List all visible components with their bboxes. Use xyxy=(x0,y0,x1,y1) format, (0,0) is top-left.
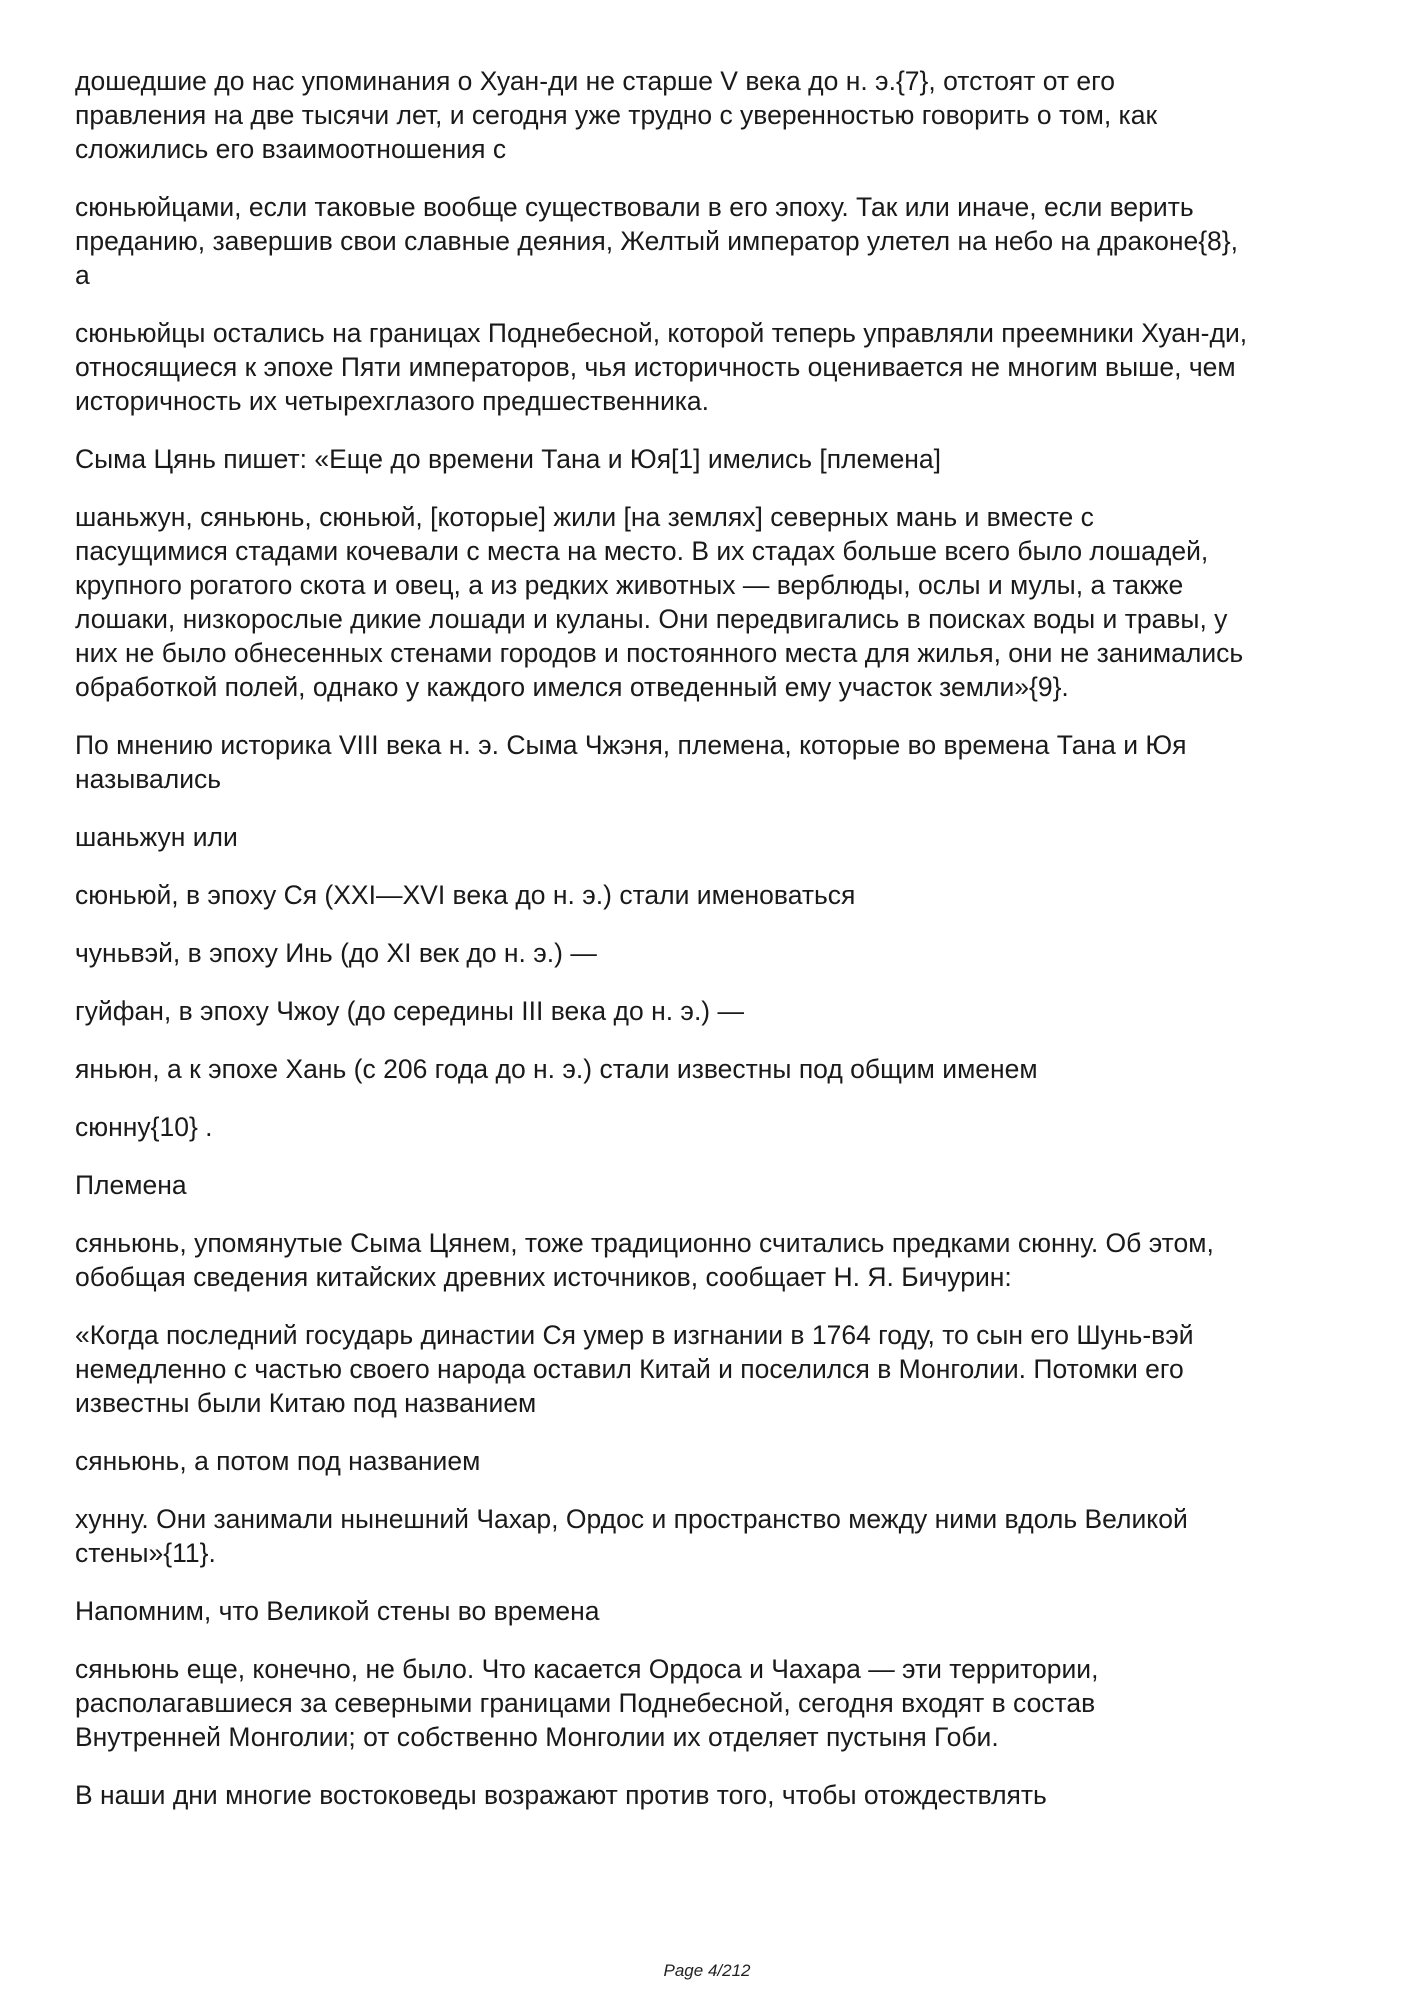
text-line: правления на две тысячи лет, и сегодня уже трудно с уверенностью говорить о том, как xyxy=(75,100,1158,130)
text-line: «Когда последний государь династии Ся умер в изгнании в 1764 году, то сын его Шунь-вэй xyxy=(75,1320,1194,1350)
text-line: сюньюй, в эпоху Ся (XXI—XVI века до н. э.) стали именоваться xyxy=(75,880,856,910)
text-line: них не было обнесенных стенами городов и постоянного места для жилья, они не занимались xyxy=(75,638,1244,668)
paragraph xyxy=(75,316,1345,418)
text-line: располагавшиеся за северными границами Поднебесной, сегодня входят в состав xyxy=(75,1688,1096,1718)
paragraph xyxy=(75,1226,1345,1294)
text-line: чуньвэй, в эпоху Инь (до XI век до н. э.) — xyxy=(75,938,597,968)
text-line: крупного рогатого скота и овец, а из редких животных — верблюды, ослы и мулы, а также xyxy=(75,570,1184,600)
paragraph xyxy=(75,820,1345,854)
paragraph xyxy=(75,1110,1345,1144)
paragraph xyxy=(75,994,1345,1028)
text-line: обобщая сведения китайских древних источников, сообщает Н. Я. Бичурин: xyxy=(75,1262,1012,1292)
paragraph xyxy=(75,1168,1345,1202)
text-line: Напомним, что Великой стены во времена xyxy=(75,1596,600,1626)
text-line: относящиеся к эпохе Пяти императоров, чья историчность оценивается не многим выше, чем xyxy=(75,352,1236,382)
text-line: назывались xyxy=(75,764,222,794)
text-line: Сыма Цянь пишет: «Еще до времени Тана и Юя[1] имелись [племена] xyxy=(75,444,942,474)
text-line: преданию, завершив свои славные деяния, Желтый император улетел на небо на драконе{8}, xyxy=(75,226,1239,256)
text-line: сюнну{10} . xyxy=(75,1112,213,1142)
paragraph xyxy=(75,1502,1345,1570)
text-line: сложились его взаимоотношения с xyxy=(75,134,507,164)
text-line: известны были Китаю под названием xyxy=(75,1388,537,1418)
text-line: историчность их четырехглазого предшественника. xyxy=(75,386,710,416)
paragraph xyxy=(75,728,1345,796)
text-line: сюньюйцы остались на границах Поднебесной, которой теперь управляли преемники Хуан-ди, xyxy=(75,318,1248,348)
paragraph xyxy=(75,1778,1345,1812)
paragraph xyxy=(75,1052,1345,1086)
text-line: гуйфан, в эпоху Чжоу (до середины III века до н. э.) — xyxy=(75,996,744,1026)
paragraph xyxy=(75,442,1345,476)
text-line: немедленно с частью своего народа оставил Китай и поселился в Монголии. Потомки его xyxy=(75,1354,1184,1384)
text-line: дошедшие до нас упоминания о Хуан-ди не старше V века до н. э.{7}, отстоят от его xyxy=(75,66,1115,96)
paragraph xyxy=(75,1444,1345,1478)
text-line: сяньюнь еще, конечно, не было. Что касается Ордоса и Чахара — эти территории, xyxy=(75,1654,1099,1684)
text-line: яньюн, а к эпохе Хань (с 206 года до н. э.) стали известны под общим именем xyxy=(75,1054,1038,1084)
body-text xyxy=(75,64,1345,1836)
text-line: шаньжун или xyxy=(75,822,238,852)
paragraph xyxy=(75,936,1345,970)
text-line: обработкой полей, однако у каждого имелся отведенный ему участок земли»{9}. xyxy=(75,672,1069,702)
text-line: Племена xyxy=(75,1170,187,1200)
text-line: лошаки, низкорослые дикие лошади и куланы. Они передвигались в поисках воды и травы, у xyxy=(75,604,1228,634)
paragraph xyxy=(75,64,1345,166)
page-number: Page 4/212 xyxy=(663,1961,751,1980)
text-line: сяньюнь, упомянутые Сыма Цянем, тоже традиционно считались предками сюнну. Об этом, xyxy=(75,1228,1214,1258)
text-line: хунну. Они занимали нынешний Чахар, Ордос и пространство между ними вдоль Великой xyxy=(75,1504,1188,1534)
paragraph xyxy=(75,1652,1345,1754)
paragraph xyxy=(75,1318,1345,1420)
text-line: стены»{11}. xyxy=(75,1538,216,1568)
paragraph xyxy=(75,1594,1345,1628)
paragraph xyxy=(75,190,1345,292)
text-line: В наши дни многие востоковеды возражают против того, чтобы отождествлять xyxy=(75,1780,1047,1810)
text-line: сюньюйцами, если таковые вообще существовали в его эпоху. Так или иначе, если верить xyxy=(75,192,1194,222)
text-line: Внутренней Монголии; от собственно Монголии их отделяет пустыня Гоби. xyxy=(75,1722,999,1752)
text-line: а xyxy=(75,260,90,290)
text-line: По мнению историка VIII века н. э. Сыма Чжэня, племена, которые во времена Тана и Юя xyxy=(75,730,1187,760)
text-line: сяньюнь, а потом под названием xyxy=(75,1446,481,1476)
paragraph xyxy=(75,878,1345,912)
text-line: пасущимися стадами кочевали с места на место. В их стадах больше всего было лошадей, xyxy=(75,536,1209,566)
paragraph xyxy=(75,500,1345,704)
text-line: шаньжун, сяньюнь, сюньюй, [которые] жили [на землях] северных мань и вместе с xyxy=(75,502,1094,532)
